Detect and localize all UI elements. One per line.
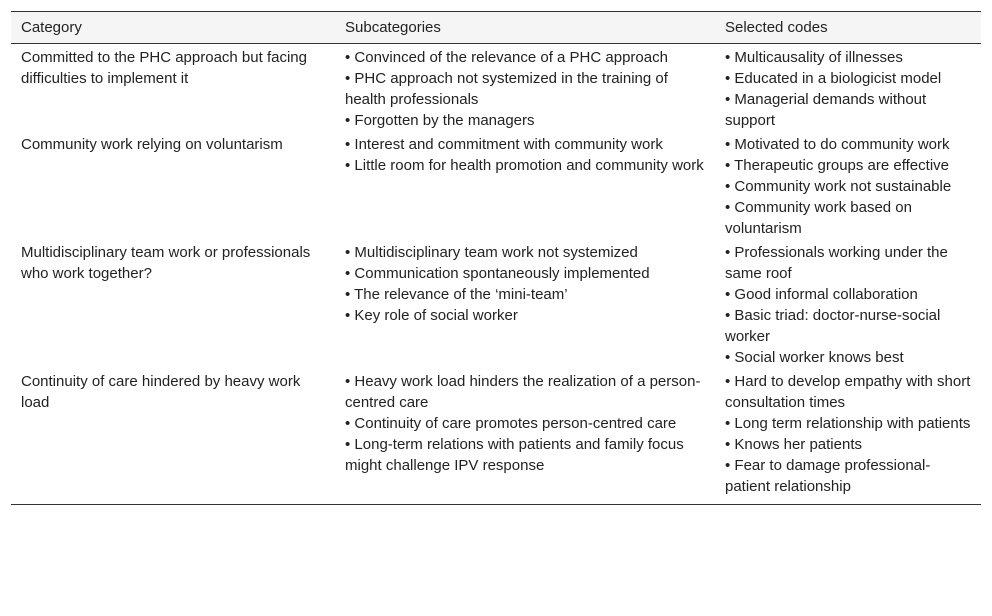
category-cell: Committed to the PHC approach but facing difficulties to implement it: [21, 49, 307, 87]
header-subcategories: Subcategories: [345, 19, 441, 36]
subcategories-cell: [335, 131, 715, 239]
code-item: • Social worker knows best: [725, 349, 904, 366]
code-item: • Motivated to do community work: [725, 136, 950, 153]
subcategory-item: • Continuity of care promotes person-centred care: [345, 415, 677, 432]
subcategory-item: • Little room for health promotion and community work: [345, 157, 704, 174]
table-body: [11, 44, 981, 505]
category-cell: Multidisciplinary team work or professionals who work together?: [21, 244, 311, 282]
subcategory-item: • Convinced of the relevance of a PHC approach: [345, 49, 668, 66]
header-category: Category: [21, 19, 82, 36]
code-item: • Professionals working under the same roof: [725, 244, 948, 282]
categories-table: [11, 11, 981, 505]
subcategories-cell: [335, 368, 715, 505]
code-item: • Educated in a biologicist model: [725, 70, 942, 87]
header-row: [11, 12, 981, 44]
codes-cell: [715, 239, 981, 368]
subcategory-item: • Multidisciplinary team work not systemized: [345, 244, 638, 261]
subcategory-item: • Forgotten by the managers: [345, 112, 535, 129]
table-row: [11, 44, 981, 132]
subcategory-item: • Long-term relations with patients and family focus might challenge IPV response: [345, 436, 684, 474]
subcategory-item: • Key role of social worker: [345, 307, 518, 324]
codes-cell: [715, 131, 981, 239]
code-item: • Managerial demands without support: [725, 91, 927, 129]
category-cell: Continuity of care hindered by heavy work load: [21, 373, 301, 411]
category-cell: Community work relying on voluntarism: [21, 136, 283, 153]
header-selected-codes: Selected codes: [725, 19, 828, 36]
table-row: [11, 131, 981, 239]
subcategory-item: • Heavy work load hinders the realization of a person-centred care: [345, 373, 701, 411]
subcategory-item: • Communication spontaneously implemented: [345, 265, 650, 282]
code-item: • Basic triad: doctor-nurse-social worker: [725, 307, 941, 345]
code-item: • Therapeutic groups are effective: [725, 157, 949, 174]
code-item: • Long term relationship with patients: [725, 415, 971, 432]
code-item: • Hard to develop empathy with short consultation times: [725, 373, 971, 411]
code-item: • Community work not sustainable: [725, 178, 952, 195]
table-row: [11, 239, 981, 368]
subcategory-item: • Interest and commitment with community work: [345, 136, 663, 153]
code-item: • Community work based on voluntarism: [725, 199, 912, 237]
subcategory-item: • PHC approach not systemized in the training of health professionals: [345, 70, 668, 108]
categories-table-container: [11, 11, 981, 505]
subcategory-item: • The relevance of the ‘mini-team’: [345, 286, 568, 303]
table-row: [11, 368, 981, 505]
code-item: • Good informal collaboration: [725, 286, 918, 303]
code-item: • Knows her patients: [725, 436, 862, 453]
code-item: • Fear to damage professional-patient relationship: [725, 457, 931, 495]
code-item: • Multicausality of illnesses: [725, 49, 903, 66]
codes-cell: [715, 44, 981, 132]
subcategories-cell: [335, 239, 715, 368]
table-header: [11, 12, 981, 44]
subcategories-cell: [335, 44, 715, 132]
codes-cell: [715, 368, 981, 505]
